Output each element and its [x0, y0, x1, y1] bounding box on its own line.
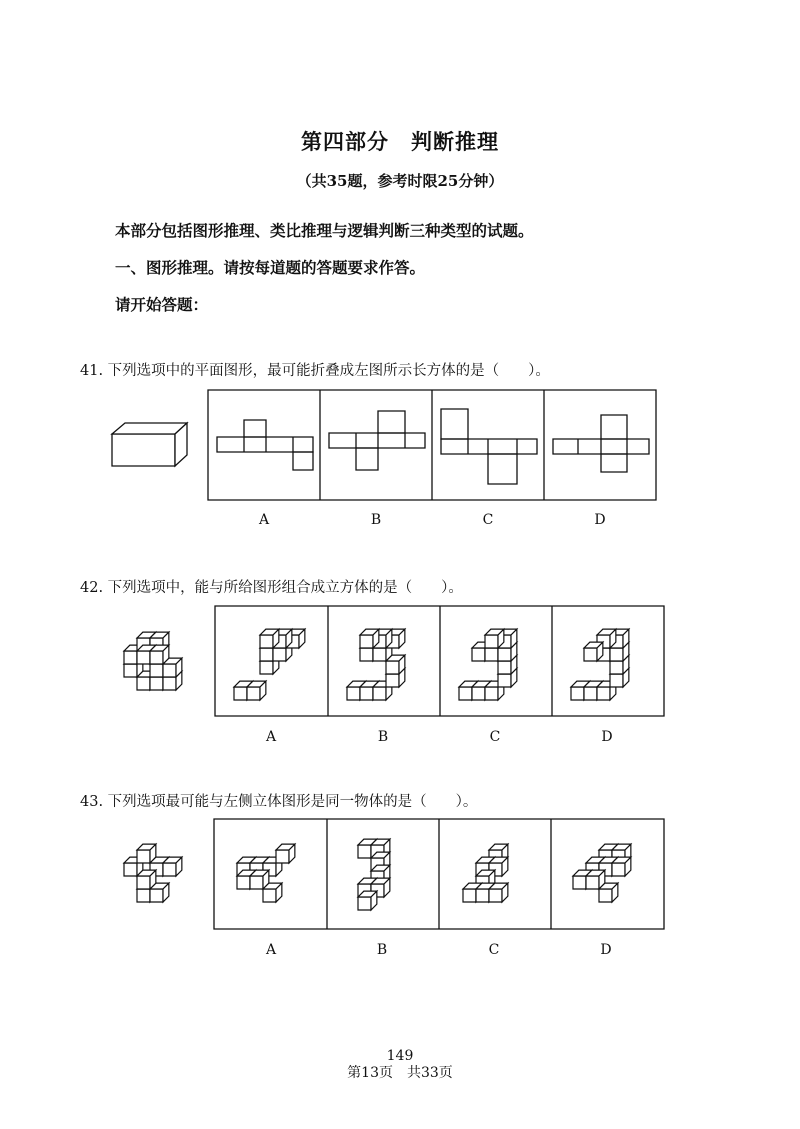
section-title: 第四部分 判断推理 — [301, 130, 499, 154]
q42-option-d-figure — [571, 629, 629, 700]
question-number: 43. — [80, 794, 104, 810]
question-number: 41. — [80, 363, 104, 379]
q43-option-c-figure — [463, 844, 508, 902]
q42-option-d-label: D — [601, 729, 613, 745]
intro-line-1: 本部分包括图形推理、类比推理与逻辑判断三种类型的试题。 — [115, 222, 534, 240]
q43-cube-drawings — [124, 839, 631, 910]
q41-option-b-label: B — [370, 512, 382, 528]
question-text: 下列选项中，能与所给图形组合成立方体的是（ ）。 — [107, 580, 463, 596]
q43-stem-figure — [124, 844, 182, 902]
q42-option-b-label: B — [377, 729, 389, 745]
q41-option-a-net — [217, 420, 313, 470]
q43-option-c-label: C — [488, 942, 500, 958]
q41-stem-cuboid — [112, 423, 187, 466]
question-text: 下列选项中的平面图形，最可能折叠成左图所示长方体的是（ ）。 — [107, 363, 550, 379]
q43-option-a-label: A — [265, 942, 277, 958]
q43-option-d-label: D — [600, 942, 612, 958]
q43-option-b-figure — [358, 839, 390, 910]
intro-line-2: 一、图形推理。请按每道题的答题要求作答。 — [115, 259, 426, 277]
q41-option-d-net — [553, 415, 649, 472]
q43-option-d-figure — [573, 844, 631, 902]
q41-option-a-label: A — [258, 512, 270, 528]
q41-option-b-net — [329, 411, 425, 470]
question-number: 42. — [80, 580, 104, 596]
q41-option-c-net — [441, 409, 537, 484]
q42-option-c-figure — [459, 629, 517, 700]
q42-cube-drawings — [124, 629, 629, 700]
page-footer: 第13页 共33页 — [347, 1065, 453, 1081]
page-number: 149 — [386, 1048, 414, 1064]
question-text: 下列选项最可能与左侧立体图形是同一物体的是（ ）。 — [107, 794, 478, 810]
q41-option-c-label: C — [482, 512, 494, 528]
q42-option-a-label: A — [265, 729, 277, 745]
q42-option-c-label: C — [489, 729, 501, 745]
q41-options-frame — [208, 390, 656, 500]
q43-option-a-figure — [237, 844, 295, 902]
q42-stem-figure — [124, 632, 182, 690]
q42-option-b-figure — [347, 629, 405, 700]
intro-line-3: 请开始答题： — [115, 296, 209, 314]
section-subtitle: （共35题，参考时限25分钟） — [296, 172, 504, 190]
q43-option-b-label: B — [376, 942, 388, 958]
q41-option-d-label: D — [594, 512, 606, 528]
q42-option-a-figure — [234, 629, 305, 700]
